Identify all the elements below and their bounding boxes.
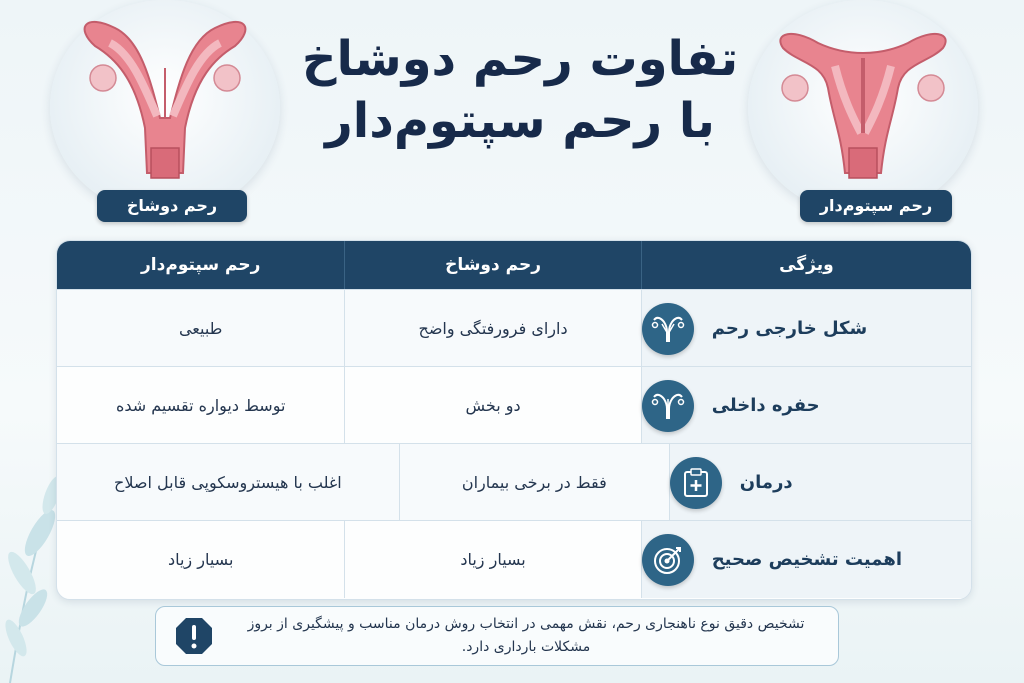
bicornuate-caption: رحم دوشاخ bbox=[97, 190, 247, 222]
header-bicornuate: رحم دوشاخ bbox=[345, 241, 641, 289]
header-feature: ویژگی bbox=[779, 255, 834, 275]
septate-uterus-illustration bbox=[763, 8, 963, 188]
bicornuate-cell: فقط در برخی بیماران bbox=[400, 444, 670, 521]
feature-cell bbox=[642, 367, 971, 444]
feature-cell bbox=[642, 290, 971, 367]
uterus-icon bbox=[642, 303, 694, 355]
feature-label: حفره داخلی bbox=[711, 394, 820, 416]
comparison-table bbox=[56, 240, 972, 600]
feature-cell bbox=[670, 444, 971, 521]
uterus-icon bbox=[642, 380, 694, 432]
table-row bbox=[57, 520, 971, 598]
bicornuate-uterus-illustration bbox=[65, 8, 265, 188]
clipboard-medical-icon bbox=[670, 457, 722, 509]
feature-label: اهمیت تشخیص صحیح bbox=[711, 548, 902, 570]
septate-cell: طبیعی bbox=[57, 290, 345, 367]
warning-icon bbox=[174, 616, 214, 656]
table-header bbox=[57, 241, 971, 289]
septate-cell: اغلب با هیستروسکوپی قابل اصلاح bbox=[57, 444, 400, 521]
septate-cell: بسیار زیاد bbox=[57, 521, 345, 598]
feature-label: درمان bbox=[739, 471, 793, 493]
title-line-2: با رحم سپتوم‌دار bbox=[325, 93, 715, 149]
septate-caption: رحم سپتوم‌دار bbox=[800, 190, 952, 222]
page-title bbox=[300, 28, 740, 152]
table-row bbox=[57, 289, 971, 367]
table-row bbox=[57, 366, 971, 444]
target-icon bbox=[642, 534, 694, 586]
septate-cell: توسط دیواره تقسیم شده bbox=[57, 367, 345, 444]
note-text: تشخیص دقیق نوع ناهنجاری رحم، نقش مهمی در انتخاب روش درمان مناسب و پیشگیری از بروز مشکلات بارداری دارد. bbox=[247, 616, 805, 655]
bicornuate-cell: دارای فرورفتگی واضح bbox=[345, 290, 641, 367]
header-septate: رحم سپتوم‌دار bbox=[57, 241, 345, 289]
bicornuate-cell: دو بخش bbox=[345, 367, 641, 444]
feature-cell bbox=[642, 521, 971, 598]
feature-label: شکل خارجی رحم bbox=[711, 317, 868, 339]
title-line-1: تفاوت رحم دوشاخ bbox=[301, 31, 739, 87]
bicornuate-uterus-image-frame bbox=[50, 0, 280, 215]
table-row bbox=[57, 443, 971, 521]
bicornuate-cell: بسیار زیاد bbox=[345, 521, 641, 598]
septate-uterus-image-frame bbox=[748, 0, 978, 215]
note-box bbox=[155, 606, 839, 666]
